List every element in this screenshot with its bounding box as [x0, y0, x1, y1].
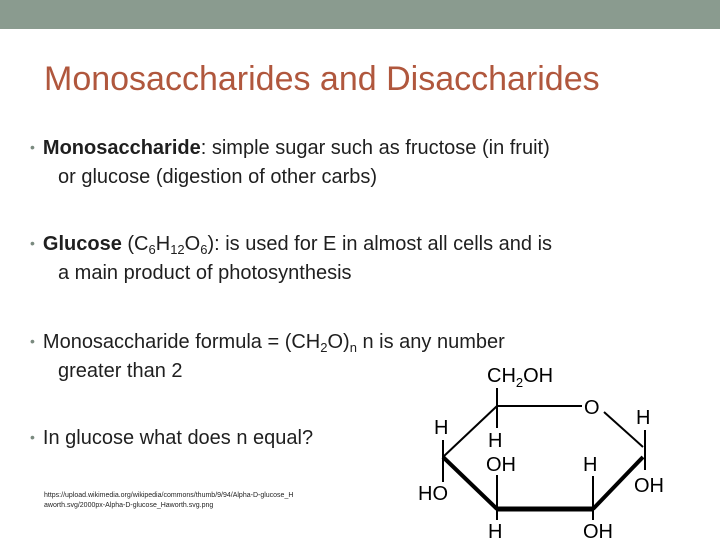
slide-title: Monosaccharides and Disaccharides: [44, 60, 600, 98]
term-monosaccharide: Monosaccharide: [42, 137, 201, 159]
glucose-formula: $(C_6H_{12}O_6)$: [127, 233, 215, 257]
ring-oxygen: O: [584, 397, 600, 419]
term-glucose: Glucose: [42, 233, 122, 255]
bullet-marker: •: [30, 429, 35, 445]
bullet-text: : simple sugar such as fructose (in fruit): [200, 137, 550, 159]
bullet-glucose: [30, 230, 552, 287]
bullet-question: [30, 424, 313, 453]
bullet-text-continued: a main product of photosynthesis: [58, 262, 352, 284]
top-banner: [0, 0, 720, 29]
bullet-text: : is used for E in almost all cells and is: [214, 233, 553, 255]
bullet-monosaccharide: [30, 134, 550, 191]
alpha-d-glucose-haworth-structure: [400, 355, 700, 540]
ch2oh-label: $CH_2OH$: [487, 365, 554, 390]
source-url: https://upload.wikimedia.org/wikipedia/commons/thumb/9/94/Alpha-D-glucose_Haworth.svg/2000px-Alpha-D-glucose_Haworth.svg.png: [44, 492, 294, 509]
c2-oh: OH: [583, 521, 613, 540]
bullet-text-continued: greater than 2: [58, 360, 183, 382]
c3-oh: OH: [486, 454, 516, 476]
c5-h: H: [488, 430, 503, 452]
c1-h: H: [636, 407, 651, 429]
c4-ho: HO: [418, 483, 448, 505]
c3-h: H: [488, 521, 503, 540]
bullet-text-continued: or glucose (digestion of other carbs): [58, 166, 378, 188]
bullet-marker: •: [30, 139, 35, 155]
bullet-formula: • Monosaccharide formula = $(CH_2O)_n$ n is any number greater than 2: [30, 328, 505, 385]
c4-h: H: [434, 417, 449, 439]
bullet-marker: •: [30, 235, 35, 251]
c1-oh: OH: [634, 475, 664, 497]
bullet-marker: •: [30, 333, 35, 349]
c2-h: H: [583, 454, 598, 476]
question-text: In glucose what does n equal?: [42, 427, 314, 449]
